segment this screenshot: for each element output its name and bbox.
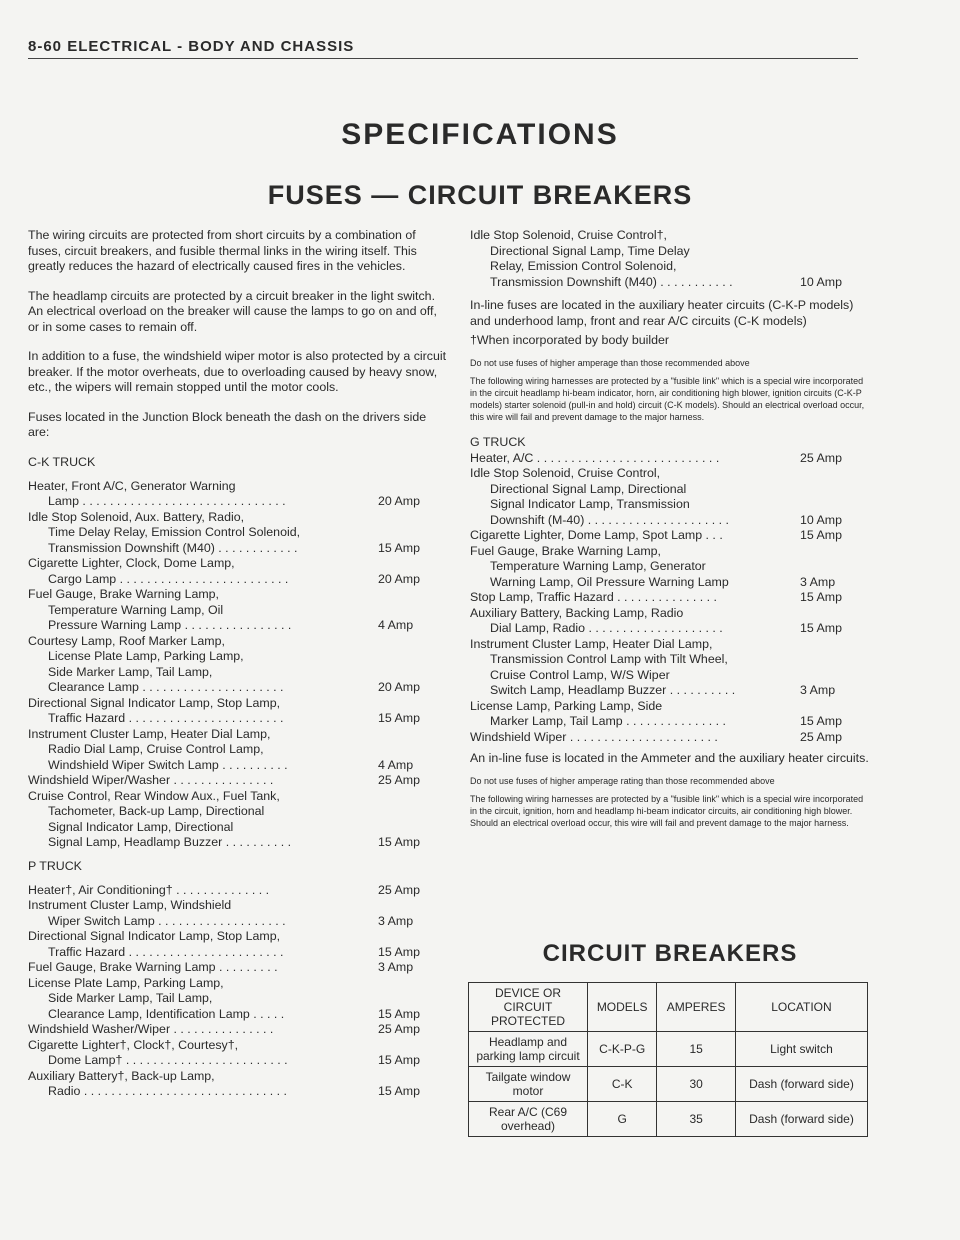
fuse-description-line: Switch Lamp, Headlamp Buzzer . . . . . . . . . . [490,683,736,697]
fuse-entry [28,883,448,899]
fuse-description-line: Fuel Gauge, Brake Warning Lamp, [28,587,220,601]
fuse-description-line: Directional Signal Lamp, Directional [490,481,687,496]
fuse-amperage: 15 Amp [800,590,843,604]
fuse-description-line: Heater, A/C . . . . . . . . . . . . . . . . . . . . . . . . . . . [470,450,720,465]
fuse-description-line: Idle Stop Solenoid, Cruise Control†, [470,228,667,242]
fuse-entry [470,528,870,544]
left-column [28,228,448,1100]
fuse-description-line: Pressure Warning Lamp . . . . . . . . . . . . . . . . [48,618,292,632]
fuse-entry [470,730,870,746]
ck-truck-heading: C-K TRUCK [28,454,96,469]
fuse-amperage: 15 Amp [378,540,421,555]
fuse-entry [470,699,870,730]
fuse-description-line: Side Marker Lamp, Tail Lamp, [48,991,213,1005]
table-cell: 35 [657,1102,736,1137]
fuse-amperage: 3 Amp [800,683,836,697]
body-builder-note: †When incorporated by body builder [470,333,670,347]
fuse-description-line: Windshield Wiper/Washer . . . . . . . . . . . . . . . [28,773,274,787]
fuse-entry [28,960,448,976]
fuse-entry [28,696,448,727]
fuse-amperage: 3 Amp [378,960,414,974]
wiper-paragraph: In addition to a fuse, the windshield wiper motor is also protected by a circuit breaker. If the motor overheats, due to overloading caused by heavy snow, etc., the wipers will remain stopped until the motor cools. [28,349,447,394]
fuse-entry [28,587,448,634]
fuse-description-line: Transmission Downshift (M40) . . . . . . . . . . . [490,274,733,289]
fuse-description-line: Warning Lamp, Oil Pressure Warning Lamp [490,574,729,589]
fuse-description-line: Dial Lamp, Radio . . . . . . . . . . . . . . . . . . . . [490,621,723,635]
fuse-amperage: 15 Amp [378,944,421,959]
g-truck-heading: G TRUCK [470,434,526,449]
fuse-entry [470,606,870,637]
fuse-description-line: Fuel Gauge, Brake Warning Lamp, [470,543,662,558]
fuse-entry [28,634,448,696]
fuse-description-line: Auxiliary Battery†, Back-up Lamp, [28,1068,215,1083]
header-rule [28,58,858,59]
fuse-description-line: Idle Stop Solenoid, Cruise Control, [470,466,661,480]
fuse-description-line: Cargo Lamp . . . . . . . . . . . . . . . . . . . . . . . . . [48,571,289,586]
fuse-entry [28,976,448,1023]
fuse-amperage: 15 Amp [800,528,843,542]
fuse-description-line: Windshield Wiper . . . . . . . . . . . . . . . . . . . . . . [470,729,718,744]
table-cell: G [588,1102,657,1137]
header-models: MODELS [588,983,657,1032]
fuse-amperage: 20 Amp [378,571,421,586]
fuse-description-line: Transmission Control Lamp with Tilt Wheel, [490,652,728,666]
fuse-entry [28,789,448,851]
fuse-description-line: Cruise Control, Rear Window Aux., Fuel Tank, [28,788,280,803]
table-cell: Dash (forward side) [735,1067,867,1102]
table-cell: Tailgate window motor [469,1067,588,1102]
fuse-description-line: Cigarette Lighter, Clock, Dome Lamp, [28,556,235,570]
fuse-description-line: Courtesy Lamp, Roof Marker Lamp, [28,633,225,648]
fuse-description-line: Instrument Cluster Lamp, Heater Dial Lamp, [28,726,271,741]
fuse-description-line: Transmission Downshift (M40) . . . . . . . . . . . . [48,540,298,555]
fuse-entry [470,637,870,699]
fuse-amperage: 15 Amp [800,621,843,635]
headlamp-paragraph: The headlamp circuits are protected by a circuit breaker in the light switch. An electrical overload on the breaker will cause the lamps to go on and off, or in some cases to remain off. [28,288,437,334]
fuse-description-line: Temperature Warning Lamp, Oil [48,602,224,617]
fuse-amperage: 25 Amp [800,729,843,744]
table-row [469,1032,868,1067]
fuse-amperage: 15 Amp [378,711,421,725]
fuse-description-line: Cigarette Lighter†, Clock†, Courtesy†, [28,1037,239,1052]
fuse-description-line: Instrument Cluster Lamp, Windshield [28,898,232,912]
fuse-amperage: 25 Amp [378,773,421,787]
fuse-description-line: License Plate Lamp, Parking Lamp, [48,649,244,663]
header-location: LOCATION [735,983,867,1032]
fuse-description-line: Temperature Warning Lamp, Generator [490,559,706,573]
fuse-description-line: Heater†, Air Conditioning† . . . . . . . . . . . . . . [28,882,270,897]
fuse-amperage: 20 Amp [378,680,421,694]
fuse-description-line: Signal Indicator Lamp, Transmission [490,497,690,511]
fuse-entry [28,929,448,960]
page-header: 8-60 ELECTRICAL - BODY AND CHASSIS [28,38,355,55]
fuse-amperage: 3 Amp [800,574,836,589]
fuse-entry [28,1022,448,1038]
fuse-description-line: Idle Stop Solenoid, Aux. Battery, Radio, [28,509,245,524]
circuit-breakers-title: CIRCUIT BREAKERS [542,940,798,967]
fuse-entry [28,510,448,557]
fuse-description-line: Tachometer, Back-up Lamp, Directional [48,804,265,818]
fuse-amperage: 20 Amp [378,494,421,508]
fuse-entry [28,1038,448,1069]
fuse-description-line: Clearance Lamp . . . . . . . . . . . . . . . . . . . . . [48,680,284,694]
fusible-link-note-2: The following wiring harnesses are protected by a "fusible link" which is a special wire incorporated in the circuit, ignition, horn and headlamp hi-beam indicator circuits, air conditioning high blower. Should an electrical overload occur, this wire will fail and prevent damage to the major harness. [470,793,864,828]
table-cell: 15 [657,1032,736,1067]
p-truck-heading: P TRUCK [28,858,82,873]
fuse-description-line: Windshield Washer/Wiper . . . . . . . . . . . . . . . [28,1022,274,1036]
fuse-description-line: Radio . . . . . . . . . . . . . . . . . . . . . . . . . . . . . . [48,1084,287,1098]
fuse-description-line: Downshift (M-40) . . . . . . . . . . . . . . . . . . . . . [490,512,729,527]
fuse-entry [470,466,870,528]
fuse-description-line: Fuel Gauge, Brake Warning Lamp . . . . . . . . . [28,960,278,974]
fuse-description-line: Windshield Wiper Switch Lamp . . . . . . . . . . [48,757,288,772]
fuse-entry [28,1069,448,1100]
fuse-description-line: Radio Dial Lamp, Cruise Control Lamp, [48,742,264,756]
fuse-description-line: Lamp . . . . . . . . . . . . . . . . . . . . . . . . . . . . . . [48,494,286,508]
fuse-description-line: Relay, Emission Control Solenoid, [490,259,677,273]
fuse-entry [470,451,870,467]
fuse-rating-note: Do not use fuses of higher amperage rating than those recommended above [470,775,775,786]
table-cell: Headlamp and parking lamp circuit [469,1032,588,1067]
fuse-amperage: 25 Amp [378,882,421,897]
fuse-description-line: Auxiliary Battery, Backing Lamp, Radio [470,605,684,620]
header-device: DEVICE OR CIRCUIT PROTECTED [469,983,588,1032]
fuse-amperage: 4 Amp [378,618,414,632]
fuse-description-line: Cruise Control Lamp, W/S Wiper [490,667,670,682]
fuse-description-line: Traffic Hazard . . . . . . . . . . . . . . . . . . . . . . . [48,711,284,725]
table-cell: C-K [588,1067,657,1102]
table-row [469,1102,868,1137]
fuse-amperage: 4 Amp [378,757,414,772]
fuse-amperage: 25 Amp [378,1022,421,1036]
page-title: SPECIFICATIONS [341,118,619,151]
fuse-entry [28,898,448,929]
inline-fuses-paragraph: In-line fuses are located in the auxiliary heater circuits (C-K-P models) and underhood lamp, front and rear A/C circuits (C-K models) [470,298,854,328]
fuse-description-line: Cigarette Lighter, Dome Lamp, Spot Lamp . . . [470,528,723,542]
table-cell: Rear A/C (C69 overhead) [469,1102,588,1137]
fuse-description-line: Clearance Lamp, Identification Lamp . . . . . [48,1006,285,1021]
p-fuse-list [28,883,448,1100]
table-cell: 30 [657,1067,736,1102]
fuse-description-line: Directional Signal Lamp, Time Delay [490,243,690,258]
fuse-description-line: Signal Indicator Lamp, Directional [48,819,234,834]
fuse-description-line: Stop Lamp, Traffic Hazard . . . . . . . . . . . . . . . [470,590,717,604]
fuse-entry [28,727,448,774]
fusible-link-note: The following wiring harnesses are protected by a "fusible link" which is a special wire incorporated in the circuit headlamp hi-beam indicator, horn, air conditioning high blower, ignition circuits (C-K-P models) starter solenoid (pull-in and hold) circuit (C-K models). Should an electrical overload occur, this wire will fail and prevent damage to the major harness. [470,375,865,422]
table-cell: Dash (forward side) [735,1102,867,1137]
fuse-description-line: Wiper Switch Lamp . . . . . . . . . . . . . . . . . . . [48,913,286,928]
fuse-description-line: Signal Lamp, Headlamp Buzzer . . . . . . . . . . [48,835,292,849]
fuse-entry [28,773,448,789]
circuit-breakers-table [468,982,868,1137]
fuse-warning-note: Do not use fuses of higher amperage than those recommended above [470,357,750,368]
header-amperes: AMPERES [657,983,736,1032]
ck-fuse-list [28,479,448,851]
table-row [469,1067,868,1102]
section-subtitle: FUSES — CIRCUIT BREAKERS [267,180,693,210]
idle-fuse-list [470,228,870,290]
fuse-amperage: 10 Amp [800,512,843,527]
fuse-amperage: 15 Amp [378,1053,421,1067]
fuse-entry [470,544,870,591]
table-cell: Light switch [735,1032,867,1067]
fuse-description-line: Heater, Front A/C, Generator Warning [28,478,236,493]
fuse-description-line: Instrument Cluster Lamp, Heater Dial Lamp, [470,636,713,651]
g-fuse-list [470,451,870,746]
fuse-description-line: Dome Lamp† . . . . . . . . . . . . . . . . . . . . . . . . [48,1053,288,1067]
fuse-description-line: Marker Lamp, Tail Lamp . . . . . . . . . . . . . . . [490,714,726,728]
table-cell: C-K-P-G [588,1032,657,1067]
fuse-description-line: License Plate Lamp, Parking Lamp, [28,975,224,990]
fuse-entry [28,556,448,587]
fuse-amperage: 3 Amp [378,913,414,928]
fuse-amperage: 10 Amp [800,274,843,289]
fuse-amperage: 25 Amp [800,450,843,465]
fuse-entry [470,590,870,606]
fuse-description-line: Directional Signal Indicator Lamp, Stop Lamp, [28,695,281,710]
ammeter-paragraph: An in-line fuse is located in the Ammeter and the auxiliary heater circuits. [470,751,869,765]
fuse-amperage: 15 Amp [378,1084,421,1098]
right-column [470,228,870,835]
fuse-entry [470,228,870,290]
fuse-description-line: License Lamp, Parking Lamp, Side [470,698,663,713]
fuse-amperage: 15 Amp [378,1006,421,1021]
fuse-description-line: Traffic Hazard . . . . . . . . . . . . . . . . . . . . . . . [48,944,284,959]
fuse-entry [28,479,448,510]
fuse-amperage: 15 Amp [378,835,421,849]
fuse-description-line: Side Marker Lamp, Tail Lamp, [48,664,213,679]
fuse-amperage: 15 Amp [800,714,843,728]
table-header-row [469,983,868,1032]
junction-paragraph: Fuses located in the Junction Block beneath the dash on the drivers side are: [28,409,427,439]
fuse-description-line: Time Delay Relay, Emission Control Solenoid, [48,525,301,539]
fuse-description-line: Directional Signal Indicator Lamp, Stop Lamp, [28,929,281,943]
intro-paragraph: The wiring circuits are protected from short circuits by a combination of fuses, circuit breakers, and fusible thermal links in the wiring itself. This greatly reduces the hazard of electrically caused fires in the vehicles. [28,228,417,273]
